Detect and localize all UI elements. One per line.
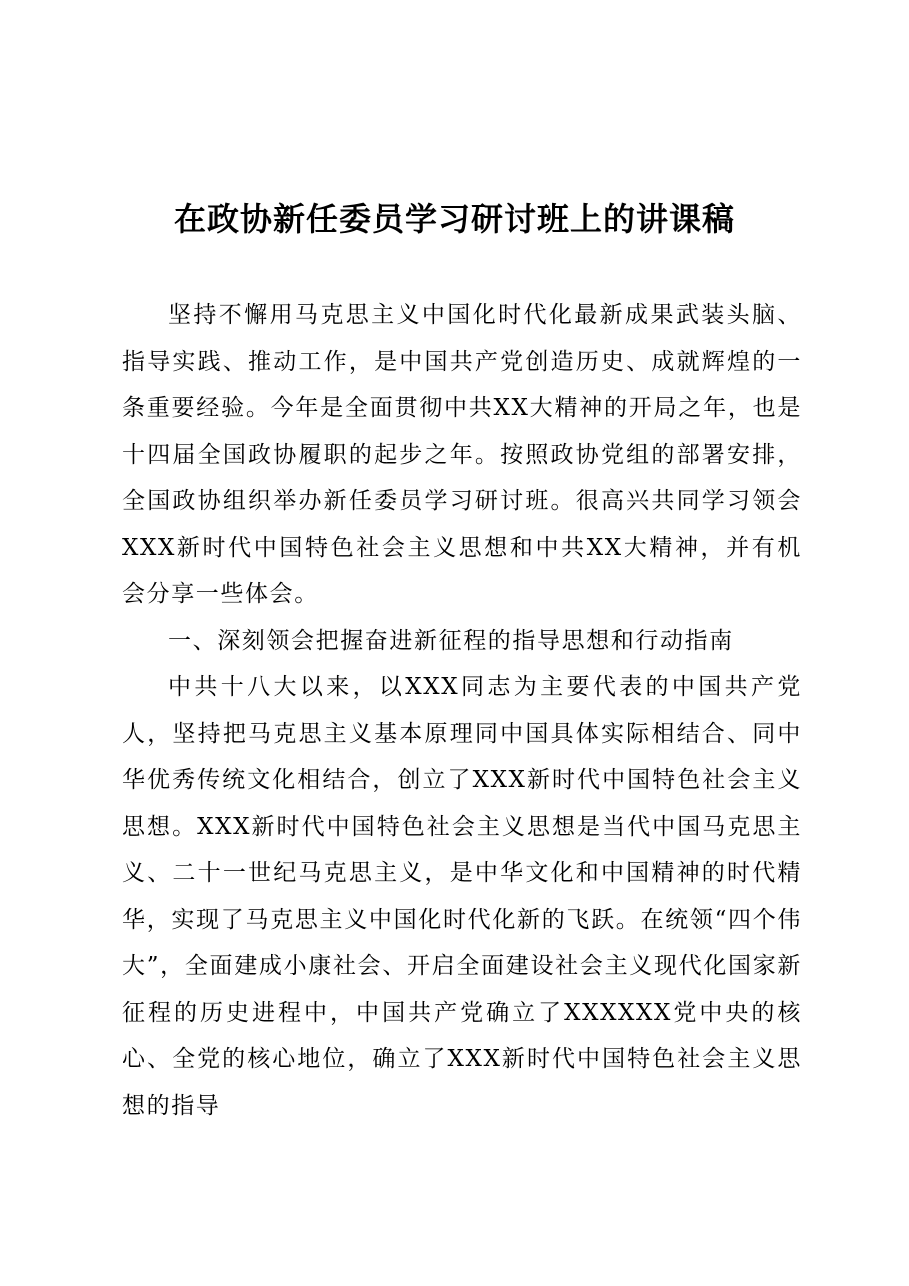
paragraph-section-1: 中共十八大以来，以XXX同志为主要代表的中国共产党人，坚持把马克思主义基本原理同中国具体实际相结合、同中华优秀传统文化相结合，创立了XXX新时代中国特色社会主义思想。XXX新时代中国特色社会主义思想是当代中国马克思主义、二十一世纪马克思主义，是中华文化和中国精神的时代精华，实现了马克思主义中国化时代化新的飞跃。在统领“四个伟大”，全面建成小康社会、开启全面建设社会主义现代化国家新征程的历史进程中，中国共产党确立了XXXXXX党中央的核心、全党的核心地位，确立了XXX新时代中国特色社会主义思想的指导 <box>122 674 802 1119</box>
document-title: 在政协新任委员学习研讨班上的讲课稿 <box>173 200 735 238</box>
document-body <box>122 292 802 1129</box>
paragraph-intro: 坚持不懈用马克思主义中国化时代化最新成果武装头脑、指导实践、推动工作，是中国共产党创造历史、成就辉煌的一条重要经验。今年是全面贯彻中共XX大精神的开局之年，也是十四届全国政协履职的起步之年。按照政协党组的部署安排，全国政协组织举办新任委员学习研讨班。很高兴共同学习领会XXX新时代中国特色社会主义思想和中共XX大精神，并有机会分享一些体会。 <box>122 302 802 607</box>
section-heading-1: 一、深刻领会把握奋进新征程的指导思想和行动指南 <box>168 627 734 654</box>
